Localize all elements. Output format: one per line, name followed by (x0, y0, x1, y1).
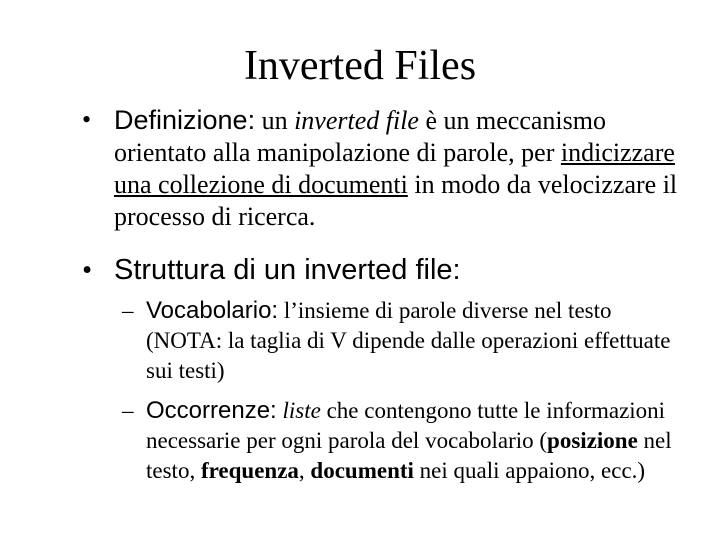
vocabolario-label: Vocabolario: (146, 297, 279, 324)
slide-title: Inverted Files (243, 43, 477, 89)
definizione-label: Definizione: (114, 105, 256, 135)
occorrenze-posizione: posizione (547, 428, 638, 453)
occorrenze-text-5: nei quali appaiono, ecc.) (413, 458, 646, 483)
definizione-text-3: in modo da velocizzare il processo di ricerca. (114, 170, 678, 231)
occorrenze-liste: liste (282, 398, 321, 423)
subitem-occorrenze (122, 396, 692, 486)
occorrenze-text (146, 396, 692, 486)
bullet-marker: • (82, 254, 93, 286)
occorrenze-frequenza: frequenza (200, 458, 299, 483)
dash-marker: – (122, 398, 134, 423)
definizione-text-2: è un meccanismo orientato alla manipolazione di parole, per (114, 106, 606, 167)
bullet-definizione-text (114, 104, 692, 233)
occorrenze-documenti: documenti (310, 458, 414, 483)
definizione-underlined: indicizzare una collezione di documenti (114, 138, 675, 199)
occorrenze-label: Occorrenze: (146, 397, 277, 424)
vocabolario-text (146, 296, 692, 386)
vocabolario-description: l’insieme di parole diverse nel testo (NOTA: la taglia di V dipende dalle operazioni effettuate sui testi) (146, 298, 671, 383)
definizione-term: inverted file (294, 106, 419, 135)
occorrenze-text-3: nel testo, (146, 428, 672, 483)
occorrenze-text-2: che contengono tutte le informazioni necessarie per ogni parola del vocabolario ( (146, 398, 666, 453)
bullet-struttura-text: Struttura di un inverted file: (114, 254, 461, 286)
bullet-struttura (82, 252, 692, 288)
dash-marker: – (122, 298, 134, 323)
definizione-text-1: un (255, 106, 295, 135)
occorrenze-text-4: , (298, 458, 311, 483)
bullet-definizione (82, 104, 692, 233)
subitem-vocabolario (122, 296, 692, 386)
bullet-marker: • (82, 105, 92, 134)
